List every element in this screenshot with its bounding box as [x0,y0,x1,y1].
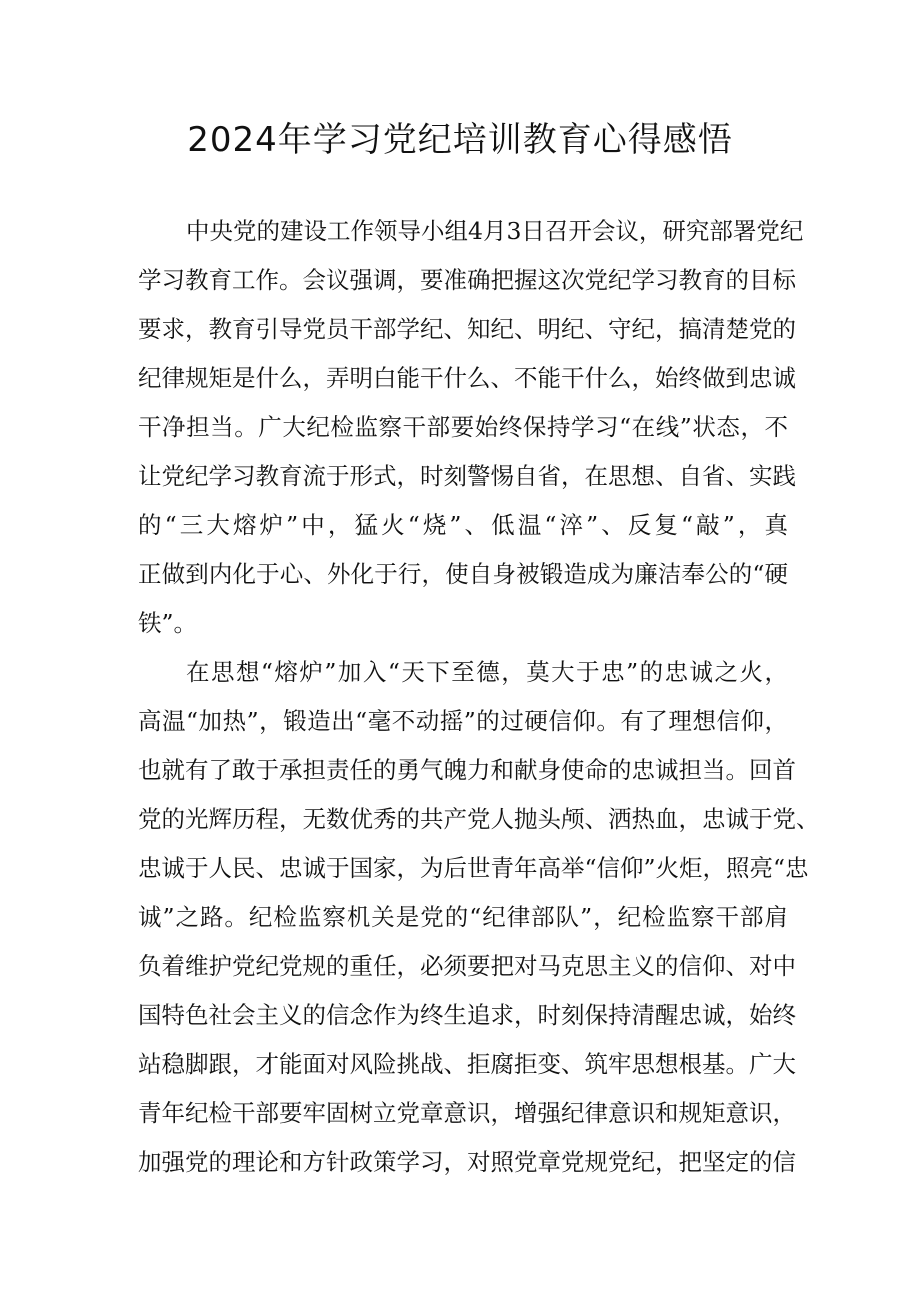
text-line: 铁”。 [138,609,198,637]
document-title: 2024年学习党纪培训教育心得感悟 [187,120,733,160]
text-line: 干净担当。广大纪检监察干部要始终保持学习“在线”状态，不 [138,413,788,441]
text-line: 诚”之路。纪检监察机关是党的“纪律部队”，纪检监察干部肩 [138,903,788,931]
text-line: 学习教育工作。会议强调，要准确把握这次党纪学习教育的目标 [138,266,796,294]
text-line: 高温“加热”，锻造出“毫不动摇”的过硬信仰。有了理想信仰， [138,707,788,735]
text-line: 负着维护党纪党规的重任，必须要把对马克思主义的信仰、对中 [138,952,796,980]
text-line: 加强党的理论和方针政策学习，对照党章党规党纪，把坚定的信 [138,1148,796,1176]
text-line: 在思想“熔炉”加入“天下至德，莫大于忠”的忠诚之火， [186,658,788,686]
text-line: 的“三大熔炉”中，猛火“烧”、低温“淬”、反复“敲”，真 [138,511,788,539]
text-line: 党的光辉历程，无数优秀的共产党人抛头颅、洒热血，忠诚于党、 [138,805,820,833]
text-line: 正做到内化于心、外化于行，使自身被锻造成为廉洁奉公的“硬 [138,560,788,588]
text-line: 纪律规矩是什么，弄明白能干什么、不能干什么，始终做到忠诚 [138,364,796,392]
text-line: 要求，教育引导党员干部学纪、知纪、明纪、守纪，搞清楚党的 [138,315,796,343]
text-line: 青年纪检干部要牢固树立党章意识，增强纪律意识和规矩意识， [138,1099,796,1127]
text-line: 国特色社会主义的信念作为终生追求，时刻保持清醒忠诚，始终 [138,1001,796,1029]
text-line: 忠诚于人民、忠诚于国家，为后世青年高举“信仰”火炬，照亮“忠 [138,854,809,882]
text-line: 中央党的建设工作领导小组4月3日召开会议，研究部署党纪 [186,217,804,245]
text-line: 站稳脚跟，才能面对风险挑战、拒腐拒变、筑牢思想根基。广大 [138,1050,796,1078]
text-line: 也就有了敢于承担责任的勇气魄力和献身使命的忠诚担当。回首 [138,756,796,784]
text-line: 让党纪学习教育流于形式，时刻警惕自省，在思想、自省、实践 [138,462,796,490]
